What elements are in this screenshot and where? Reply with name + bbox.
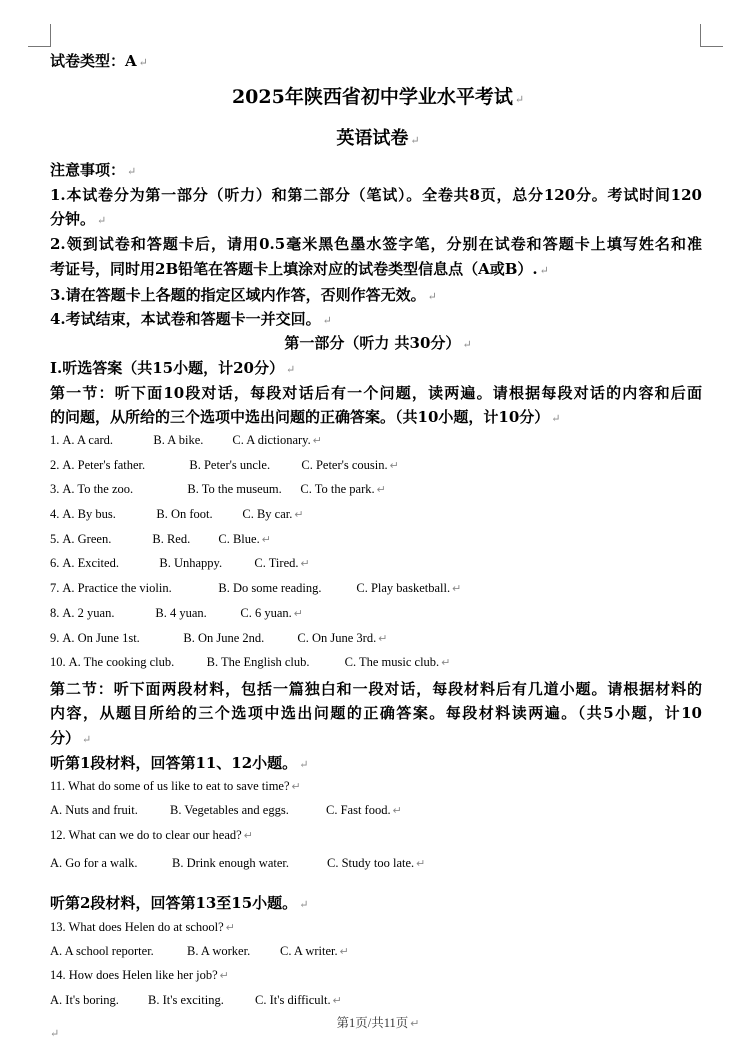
jie2-instruction: 第二节：听下面两段材料，包括一篇独白和一段对话，每段材料后有几道小题。请根据材料的 bbox=[50, 680, 702, 698]
question-number: 9. bbox=[50, 631, 60, 645]
option-c: C. Tired. bbox=[254, 556, 299, 570]
jie1-instruction: 第一节：听下面10段对话，每段对话后有一个问题，读两遍。请根据每段对话的内容和后面 bbox=[50, 384, 702, 402]
paragraph-mark-icon: ↵ bbox=[427, 290, 437, 303]
option-a: A. A card. bbox=[62, 433, 114, 447]
option-a: A. Green. bbox=[62, 532, 112, 546]
question-row-10 bbox=[50, 655, 450, 670]
paragraph-mark-icon: ↵ bbox=[389, 460, 399, 472]
notice-heading: 注意事项： ↵ bbox=[50, 161, 137, 179]
paragraph-mark-icon: ↵ bbox=[539, 264, 549, 277]
notice-line: 考证号，同时用2B铅笔在答题卡上填涂对应的试卷类型信息点（A或B）. ↵ bbox=[50, 260, 549, 278]
paragraph-mark-icon: ↵ bbox=[312, 435, 322, 447]
option-b: B. A bike. bbox=[153, 433, 204, 447]
option-b: B. The English club. bbox=[206, 655, 310, 669]
paragraph-mark-icon: ↵ bbox=[339, 946, 349, 958]
paragraph-mark-icon: ↵ bbox=[299, 898, 309, 911]
paragraph-mark-icon: ↵ bbox=[392, 805, 402, 817]
paragraph-mark-icon: ↵ bbox=[82, 733, 92, 746]
jie2-instruction: 分） ↵ bbox=[50, 729, 92, 747]
paragraph-mark-icon: ↵ bbox=[286, 363, 296, 376]
question-row-1 bbox=[50, 433, 322, 448]
question-number: 2. bbox=[50, 458, 60, 472]
question-stem-13: 13. What does Helen do at school? ↵ bbox=[50, 920, 235, 934]
question-stem-12: 12. What can we do to clear our head? ↵ bbox=[50, 828, 253, 842]
question-number: 5. bbox=[50, 532, 60, 546]
paragraph-mark-icon: ↵ bbox=[452, 583, 462, 595]
question-number: 7. bbox=[50, 581, 60, 595]
question-number: 4. bbox=[50, 507, 60, 521]
question-row-9 bbox=[50, 631, 387, 646]
paragraph-mark-icon: ↵ bbox=[219, 970, 229, 982]
paragraph-mark-icon: ↵ bbox=[376, 484, 386, 496]
option-b: B. On June 2nd. bbox=[183, 631, 265, 645]
paragraph-mark-icon: ↵ bbox=[551, 412, 561, 425]
page-title: 2025年陕西省初中学业水平考试 ↵ bbox=[231, 86, 525, 108]
option-c: C. To the park. bbox=[300, 482, 375, 496]
option-c: C. Peter's cousin. bbox=[301, 458, 388, 472]
paragraph-mark-icon: ↵ bbox=[300, 558, 310, 570]
paragraph-mark-icon: ↵ bbox=[410, 134, 420, 147]
option-c: C. Play basketball. bbox=[356, 581, 451, 595]
option-b: B. Unhappy. bbox=[159, 556, 223, 570]
page-subtitle: 英语试卷 ↵ bbox=[336, 128, 420, 149]
paragraph-mark-icon: ↵ bbox=[293, 608, 303, 620]
paragraph-mark-icon: ↵ bbox=[441, 657, 451, 669]
option-a: A. Peter's father. bbox=[62, 458, 146, 472]
question-row-2 bbox=[50, 458, 399, 473]
question-options-13: A. A school reporter. B. A worker. C. A writer. ↵ bbox=[50, 944, 349, 958]
question-stem-11: 11. What do some of us like to eat to save time? ↵ bbox=[50, 779, 301, 793]
option-c: C. The music club. bbox=[344, 655, 440, 669]
paragraph-mark-icon: ↵ bbox=[299, 758, 309, 771]
paragraph-mark-icon: ↵ bbox=[332, 995, 342, 1007]
option-a: A. Practice the violin. bbox=[62, 581, 172, 595]
option-c: C. A dictionary. bbox=[232, 433, 311, 447]
question-row-4 bbox=[50, 507, 304, 522]
material1-heading: 听第1段材料，回答第11、12小题。 ↵ bbox=[50, 754, 309, 772]
option-b: B. 4 yuan. bbox=[155, 606, 207, 620]
question-number: 10. bbox=[50, 655, 66, 669]
crop-mark-top-right bbox=[700, 24, 723, 47]
question-number: 3. bbox=[50, 482, 60, 496]
notice-line: 3.请在答题卡上各题的指定区域内作答，否则作答无效。 ↵ bbox=[50, 286, 437, 304]
paragraph-mark-icon: ↵ bbox=[138, 56, 148, 69]
page-footer: 第1页/共11页 ↵ bbox=[336, 1016, 420, 1030]
question-options-14: A. It's boring. B. It's exciting. C. It's difficult. ↵ bbox=[50, 993, 342, 1007]
paper-type: 试卷类型：A ↵ bbox=[50, 52, 148, 70]
option-a: A. 2 yuan. bbox=[62, 606, 115, 620]
jie2-instruction: 内容，从题目所给的三个选项中选出问题的正确答案。每段材料读两遍。（共5小题，计10 bbox=[50, 704, 702, 722]
crop-mark-top-left bbox=[28, 24, 51, 47]
option-c: C. On June 3rd. bbox=[297, 631, 377, 645]
paragraph-mark-icon: ↵ bbox=[462, 338, 472, 351]
option-b: B. To the museum. bbox=[187, 482, 282, 496]
part1-heading: 第一部分（听力 共30分） ↵ bbox=[284, 334, 472, 352]
question-stem-14: 14. How does Helen like her job? ↵ bbox=[50, 968, 229, 982]
question-number: 1. bbox=[50, 433, 60, 447]
paragraph-mark-icon: ↵ bbox=[410, 1018, 420, 1030]
option-b: B. On foot. bbox=[156, 507, 213, 521]
notice-line: 分钟。 ↵ bbox=[50, 210, 107, 228]
question-number: 6. bbox=[50, 556, 60, 570]
question-row-6 bbox=[50, 556, 310, 571]
section1-heading: Ⅰ.听选答案（共15小题，计20分） ↵ bbox=[50, 359, 296, 377]
paragraph-mark-icon: ↵ bbox=[97, 214, 107, 227]
option-b: B. Peter's uncle. bbox=[189, 458, 271, 472]
paragraph-mark-icon: ↵ bbox=[514, 93, 525, 106]
question-row-5 bbox=[50, 532, 271, 547]
paragraph-mark-icon: ↵ bbox=[294, 509, 304, 521]
paragraph-mark-icon: ↵ bbox=[225, 922, 235, 934]
option-a: A. To the zoo. bbox=[62, 482, 134, 496]
paragraph-mark-icon: ↵ bbox=[243, 830, 253, 842]
notice-line: 1.本试卷分为第一部分（听力）和第二部分（笔试）。全卷共8页，总分120分。考试时间120 bbox=[50, 186, 702, 204]
material2-heading: 听第2段材料，回答第13至15小题。 ↵ bbox=[50, 894, 309, 912]
option-a: A. The cooking club. bbox=[68, 655, 175, 669]
question-row-3 bbox=[50, 482, 386, 497]
paragraph-mark-icon: ↵ bbox=[291, 781, 301, 793]
paragraph-mark-icon: ↵ bbox=[416, 858, 426, 870]
option-c: C. Blue. bbox=[218, 532, 260, 546]
paragraph-mark-icon: ↵ bbox=[127, 165, 137, 178]
option-a: A. Excited. bbox=[62, 556, 119, 570]
paragraph-mark-icon: ↵ bbox=[50, 1027, 60, 1040]
question-options-11: A. Nuts and fruit. B. Vegetables and eggs. C. Fast food. ↵ bbox=[50, 803, 402, 817]
paragraph-mark-icon: ↵ bbox=[378, 633, 388, 645]
option-a: A. By bus. bbox=[62, 507, 116, 521]
question-row-8 bbox=[50, 606, 303, 621]
question-options-12: A. Go for a walk. B. Drink enough water. C. Study too late. ↵ bbox=[50, 856, 426, 870]
jie1-instruction: 的问题，从所给的三个选项中选出问题的正确答案。（共10小题，计10分） ↵ bbox=[50, 408, 561, 426]
option-c: C. 6 yuan. bbox=[240, 606, 292, 620]
question-row-7 bbox=[50, 581, 461, 596]
notice-line: 4.考试结束，本试卷和答题卡一并交回。 ↵ bbox=[50, 310, 332, 328]
option-b: B. Red. bbox=[152, 532, 191, 546]
option-b: B. Do some reading. bbox=[218, 581, 322, 595]
paragraph-mark-icon: ↵ bbox=[261, 534, 271, 546]
notice-line: 2.领到试卷和答题卡后，请用0.5毫米黑色墨水签字笔，分别在试卷和答题卡上填写姓名和准 bbox=[50, 235, 702, 253]
paragraph-mark-icon: ↵ bbox=[322, 314, 332, 327]
question-number: 8. bbox=[50, 606, 60, 620]
option-c: C. By car. bbox=[242, 507, 293, 521]
option-a: A. On June 1st. bbox=[62, 631, 140, 645]
